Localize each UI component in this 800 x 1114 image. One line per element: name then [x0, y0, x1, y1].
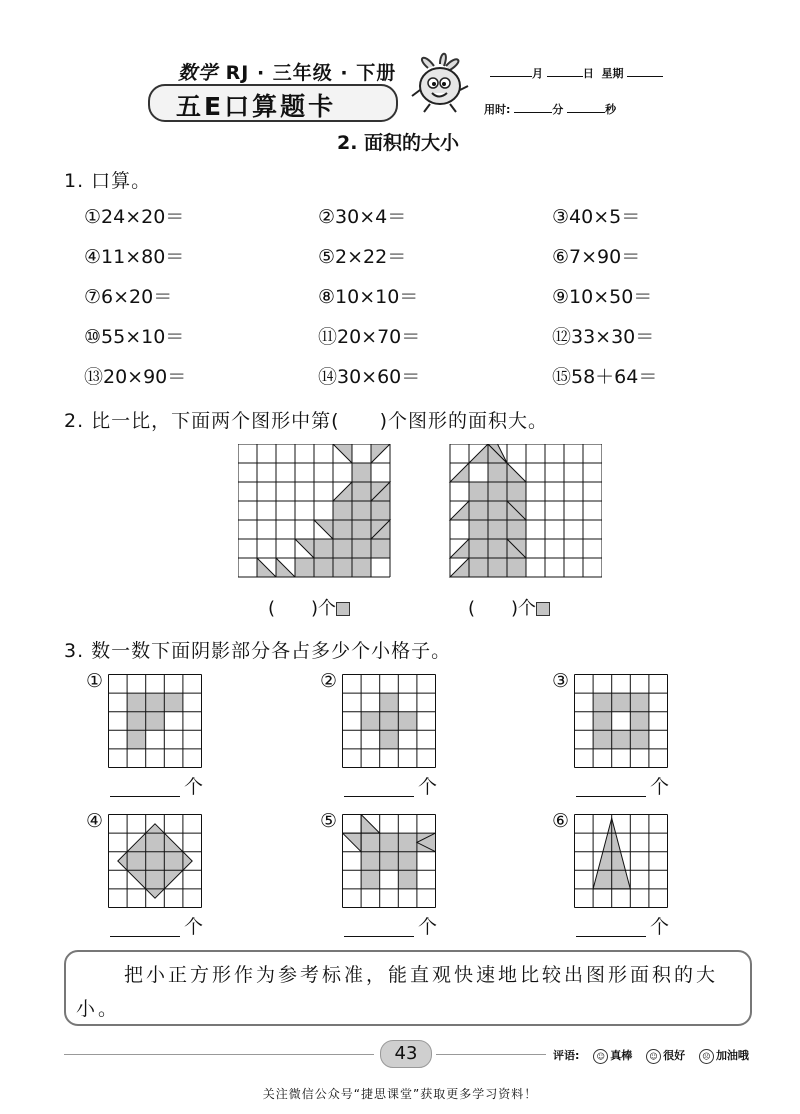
shaded-cell — [361, 833, 380, 852]
q3-label: ② — [320, 670, 338, 692]
rating-label: 评语: — [553, 1049, 580, 1062]
shaded-triangle — [371, 444, 390, 463]
shaded-cell — [146, 693, 165, 712]
time-line — [484, 101, 616, 117]
shaded-cell — [127, 712, 146, 731]
day-blank[interactable] — [547, 66, 583, 77]
shaded-triangle — [314, 520, 333, 539]
q3-label: ① — [86, 670, 104, 692]
shaded-cell — [361, 870, 380, 889]
shaded-triangle — [295, 539, 314, 558]
time-label: 用时: — [484, 103, 511, 116]
q3-label: ⑤ — [320, 810, 338, 832]
shaded-cell — [371, 501, 390, 520]
calc-problem: ⑫33×30＝ — [552, 326, 655, 348]
shaded-cell — [630, 712, 649, 731]
unit-label: 个 — [650, 776, 670, 798]
shaded-triangle — [333, 444, 352, 463]
calc-problem: ⑧10×10＝ — [318, 286, 419, 308]
cat-shape-grid — [238, 444, 390, 577]
q1-title: 1. 口算。 — [64, 170, 152, 192]
shaded-cell — [380, 730, 399, 749]
answer-blank[interactable] — [344, 936, 414, 937]
shaded-cell — [352, 463, 371, 482]
shaded-triangle — [507, 463, 526, 482]
q2-answer-1-text: ( )个 — [268, 598, 337, 619]
calc-problem: ⑬20×90＝ — [84, 366, 187, 388]
q3-label: ③ — [552, 670, 570, 692]
shaded-cell — [469, 520, 488, 539]
q3-label: ⑥ — [552, 810, 570, 832]
calc-problem: ⑭30×60＝ — [318, 366, 421, 388]
shaded-cell — [361, 852, 380, 871]
q3-grid — [342, 814, 438, 910]
q3-label: ④ — [86, 810, 104, 832]
date-line — [490, 65, 663, 81]
tip-box — [64, 950, 752, 1026]
shaded-cell — [488, 482, 507, 501]
shaded-cell — [398, 833, 417, 852]
good-face-icon[interactable]: ☺ — [646, 1049, 661, 1064]
answer-blank[interactable] — [344, 796, 414, 797]
rating-good: 很好 — [663, 1049, 686, 1062]
q3-grid — [574, 814, 670, 910]
shaded-triangle — [343, 833, 362, 852]
calc-problem: ③40×5＝ — [552, 206, 641, 228]
seconds-blank[interactable] — [567, 102, 605, 113]
q3-grid — [574, 674, 670, 770]
footer-rule-right — [436, 1054, 546, 1055]
calc-problem: ⑦6×20＝ — [84, 286, 173, 308]
shaded-cell — [127, 693, 146, 712]
rating-great: 真棒 — [610, 1049, 633, 1062]
subject-label: 数学 — [178, 62, 219, 84]
shaded-triangle — [361, 815, 380, 834]
calc-problem: ⑪20×70＝ — [318, 326, 421, 348]
shaded-cell — [612, 693, 631, 712]
shaded-cell — [398, 712, 417, 731]
shaded-triangle — [118, 824, 192, 898]
lesson-title: 2. 面积的大小 — [337, 132, 460, 154]
month-label: 月 — [532, 67, 543, 80]
day-label: 日 — [582, 67, 594, 80]
page-number: 43 — [380, 1040, 432, 1068]
brand-title: 五E口算题卡 — [176, 92, 337, 121]
unit-label: 个 — [418, 916, 438, 938]
shaded-cell — [593, 712, 612, 731]
shaded-triangle — [276, 558, 295, 577]
unit-label: 个 — [184, 776, 204, 798]
edition-label: RJ · 三年级 · 下册 — [225, 62, 397, 84]
month-blank[interactable] — [490, 66, 532, 77]
wechat-promo: 关注微信公众号“捷思课堂”获取更多学习资料！ — [262, 1087, 538, 1101]
q3-grid — [108, 674, 204, 770]
shaded-cell — [333, 520, 352, 539]
unit-label: 个 — [650, 916, 670, 938]
shaded-cell — [593, 730, 612, 749]
calc-problem: ⑩55×10＝ — [84, 326, 185, 348]
shaded-cell — [164, 693, 183, 712]
shaded-cell — [488, 463, 507, 482]
weekday-label: 星期 — [601, 67, 624, 80]
shaded-cell — [352, 558, 371, 577]
shaded-cell — [352, 520, 371, 539]
shaded-cell — [314, 558, 333, 577]
shaded-cell — [333, 501, 352, 520]
tree-shape-grid — [450, 444, 602, 577]
shaded-cell — [333, 558, 352, 577]
shaded-cell — [593, 693, 612, 712]
shaded-triangle — [333, 482, 352, 501]
calc-problem: ①24×20＝ — [84, 206, 185, 228]
q2-answer-2-text: ( )个 — [468, 598, 537, 619]
shaded-cell — [352, 501, 371, 520]
answer-blank[interactable] — [576, 936, 646, 937]
rating-row — [553, 1047, 749, 1064]
answer-blank[interactable] — [576, 796, 646, 797]
minutes-label: 分 — [552, 103, 564, 116]
brand-badge — [148, 84, 398, 122]
q2-grids — [238, 444, 602, 578]
shaded-cell — [507, 558, 526, 577]
cheer-face-icon[interactable]: ☹ — [699, 1049, 714, 1064]
unit-label: 个 — [184, 916, 204, 938]
unit-label: 个 — [418, 776, 438, 798]
calc-problem: ⑤2×22＝ — [318, 246, 407, 268]
shaded-cell — [295, 558, 314, 577]
calc-problem: ⑨10×50＝ — [552, 286, 653, 308]
shaded-triangle — [450, 501, 469, 520]
shaded-cell — [314, 539, 333, 558]
shaded-cell — [488, 501, 507, 520]
q2-title: 2. 比一比，下面两个图形中第( )个图形的面积大。 — [64, 410, 548, 432]
shaded-cell — [630, 730, 649, 749]
shaded-triangle — [450, 539, 469, 558]
minutes-blank[interactable] — [514, 102, 552, 113]
shaded-cell — [630, 693, 649, 712]
shaded-cell — [380, 833, 399, 852]
shaded-cell — [146, 712, 165, 731]
q2-answer-2 — [468, 594, 550, 620]
answer-blank[interactable] — [110, 796, 180, 797]
shaded-cell — [352, 482, 371, 501]
small-square-icon — [536, 602, 550, 616]
q2-answer-1 — [268, 594, 350, 620]
shaded-cell — [488, 520, 507, 539]
shaded-cell — [507, 520, 526, 539]
shaded-cell — [488, 539, 507, 558]
shaded-triangle — [257, 558, 276, 577]
shaded-cell — [361, 712, 380, 731]
shaded-cell — [488, 558, 507, 577]
great-face-icon[interactable]: ☺ — [593, 1049, 608, 1064]
shaded-cell — [507, 482, 526, 501]
q3-grid — [342, 674, 438, 770]
shaded-cell — [469, 539, 488, 558]
q3-grid — [108, 814, 204, 910]
shaded-cell — [398, 852, 417, 871]
shaded-cell — [469, 558, 488, 577]
calc-problem: ④11×80＝ — [84, 246, 185, 268]
tip-text: 把小正方形作为参考标准，能直观快速地比较出图形面积的大小。 — [76, 964, 719, 1020]
shaded-cell — [333, 539, 352, 558]
rating-keep-going: 加油哦 — [715, 1049, 749, 1062]
shaded-cell — [612, 730, 631, 749]
shaded-cell — [469, 501, 488, 520]
shaded-cell — [380, 852, 399, 871]
shaded-triangle — [450, 558, 469, 577]
header-subject-line — [178, 58, 396, 85]
calc-problem: ②30×4＝ — [318, 206, 407, 228]
shaded-cell — [127, 730, 146, 749]
shaded-cell — [398, 870, 417, 889]
q3-title: 3. 数一数下面阴影部分各占多少个小格子。 — [64, 640, 452, 662]
shaded-cell — [371, 539, 390, 558]
radish-mascot-icon — [410, 50, 472, 116]
seconds-label: 秒 — [605, 103, 617, 116]
answer-blank[interactable] — [110, 936, 180, 937]
shaded-cell — [380, 693, 399, 712]
shaded-cell — [380, 712, 399, 731]
shaded-cell — [352, 539, 371, 558]
footer-rule-left — [64, 1054, 374, 1055]
shaded-triangle — [450, 463, 469, 482]
shaded-cell — [469, 482, 488, 501]
weekday-blank[interactable] — [627, 66, 663, 77]
small-square-icon — [336, 602, 350, 616]
calc-problem: ⑥7×90＝ — [552, 246, 641, 268]
calc-problem: ⑮58＋64＝ — [552, 366, 658, 388]
